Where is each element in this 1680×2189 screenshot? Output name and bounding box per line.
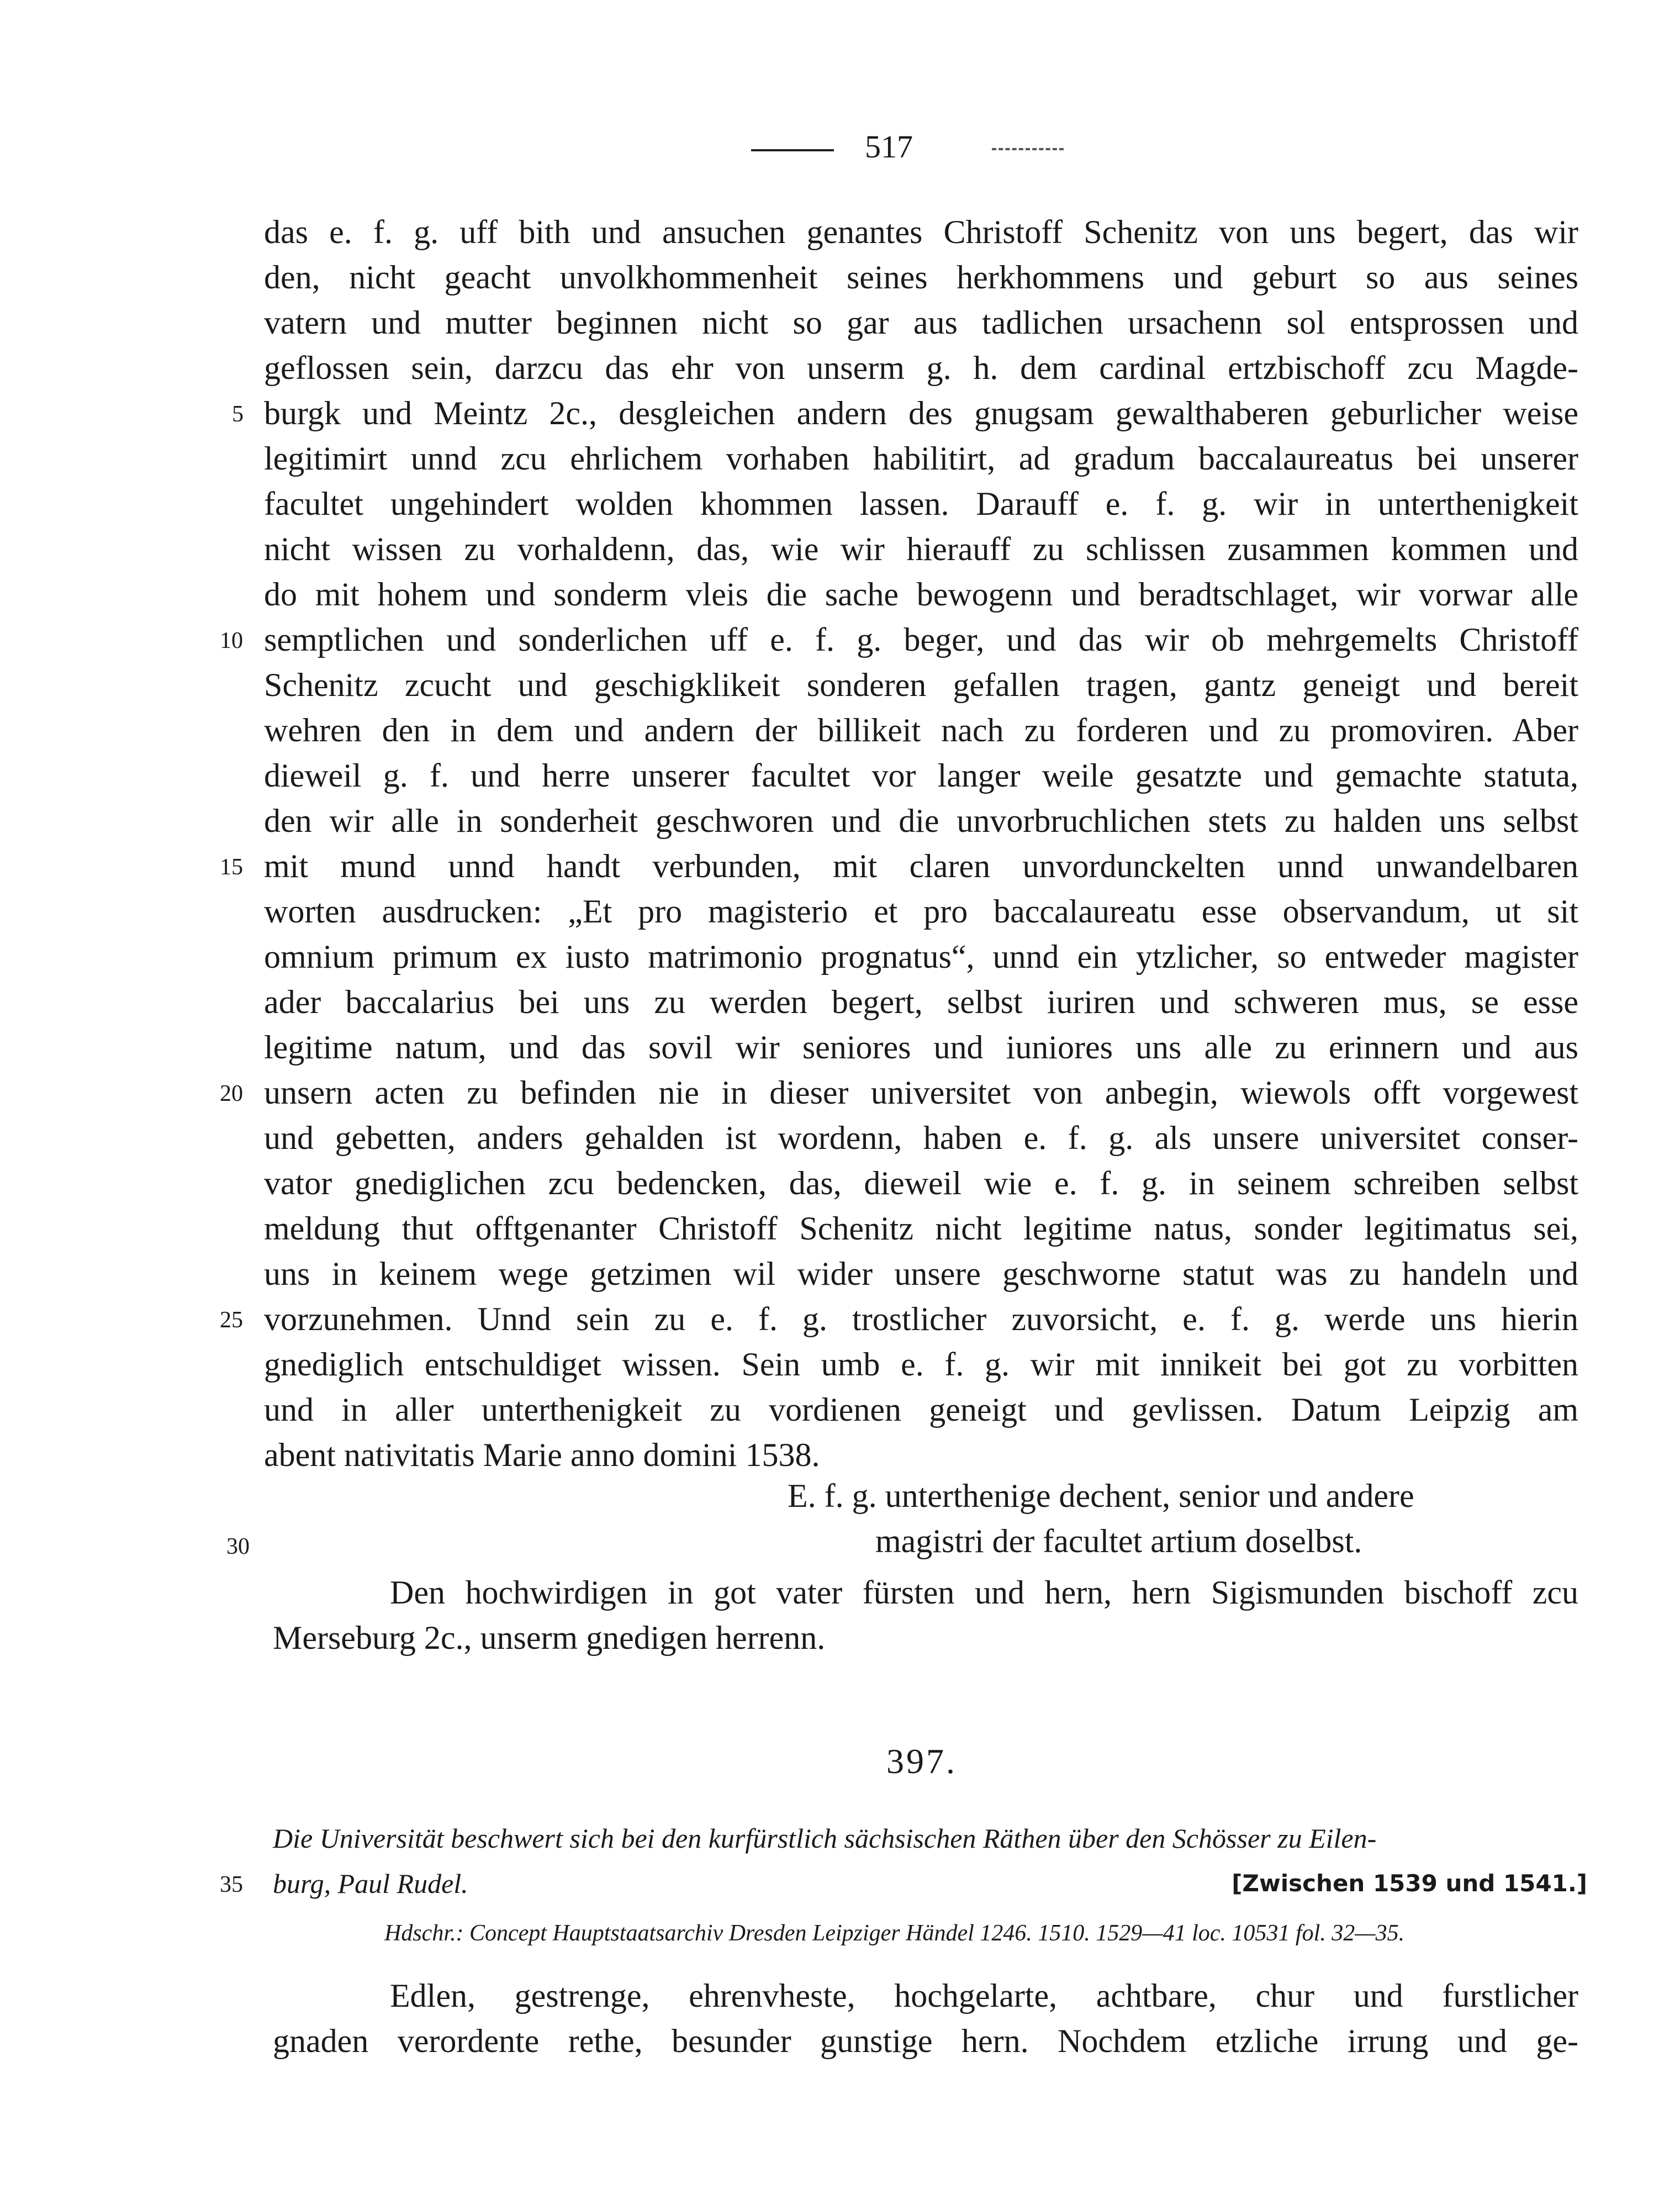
text-line: Schenitz zcucht und geschigklikeit sonderen gefallen tragen, gantz geneigt und bereit [264, 667, 1578, 703]
text-line: vatern und mutter beginnen nicht so gar aus tadlichen ursachenn sol entsprossen und [264, 304, 1578, 341]
line-number: 5 [232, 402, 244, 427]
text-line: wehren den in dem und andern der billikeit nach zu forderen und zu promoviren. Aber [264, 712, 1578, 748]
text-line: das e. f. g. uff bith und ansuchen genantes Christoff Schenitz von uns begert, das wir [264, 214, 1578, 250]
line-number: 20 [220, 1081, 243, 1106]
text-line: und in aller unterthenigkeit zu vordienen geneigt und gevlissen. Datum Leipzig am [264, 1391, 1578, 1428]
heading-text: burg, Paul Rudel. [273, 1868, 468, 1899]
source-note: Hdschr.: Concept Hauptstaatsarchiv Dresden Leipziger Händel 1246. 1510. 1529—41 loc. 10531 fol. 32—35. [384, 1921, 1405, 1946]
text-line: semptlichen und sonderlichen uff e. f. g. beger, und das wir ob mehrgemelts Christoff [264, 621, 1578, 658]
text-line: burgk und Meintz 2c., desgleichen andern des gnugsam gewalthaberen geburlicher weise [264, 395, 1578, 431]
text-line: gnaden verordente rethe, besunder gunstige hern. Nochdem etzliche irrung und ge- [273, 2023, 1578, 2059]
text-line: nicht wissen zu vorhaldenn, das, wie wir hierauff zu schlissen zusammen kommen und [264, 531, 1578, 567]
text-line: abent nativitatis Marie anno domini 1538. [264, 1437, 820, 1473]
line-number: 25 [220, 1307, 243, 1333]
text-line: do mit hohem und sonderm vleis die sache bewogenn und beradtschlaget, wir vorwar alle [264, 576, 1578, 613]
address-line-1: Den hochwirdigen in got vater fürsten und hern, hern Sigismunden bischoff zcu [390, 1574, 1578, 1611]
text-line: den, nicht geacht unvolkhommenheit seines herkhommens und geburt so aus seines [264, 259, 1578, 296]
text-line: uns in keinem wege getzimen wil wider unsere geschworne statut was zu handeln und [264, 1256, 1578, 1292]
text-line: facultet ungehindert wolden khommen lassen. Darauff e. f. g. wir in unterthenigkeit [264, 486, 1578, 522]
page-number: 517 [865, 129, 913, 165]
text-line: omnium primum ex iusto matrimonio prognatus“, unnd ein ytzlicher, so entweder magister [264, 938, 1578, 975]
line-number: 10 [220, 628, 243, 653]
heading-text: Die Universität beschwert sich bei den kurfürstlich sächsischen Räthen über den Schösser zu Eilen- [273, 1823, 1377, 1854]
header-rule-right [992, 148, 1064, 150]
line-number: 35 [220, 1872, 243, 1897]
header-rule-left [751, 149, 834, 151]
text-line: vorzunehmen. Unnd sein zu e. f. g. trostlicher zuvorsicht, e. f. g. werde uns hierin [264, 1301, 1578, 1337]
document-number: 397. [886, 1742, 957, 1781]
text-line: und gebetten, anders gehalden ist wordenn, haben e. f. g. als unsere universitet conser- [264, 1120, 1578, 1156]
signature-line-1: E. f. g. unterthenige dechent, senior und andere [788, 1478, 1414, 1514]
dating: [Zwischen 1539 und 1541.] [1232, 1870, 1587, 1897]
text-line: legitimirt unnd zcu ehrlichem vorhaben habilitirt, ad gradum baccalaureatus bei unserer [264, 440, 1578, 477]
text-line: vator gnediglichen zcu bedencken, das, dieweil wie e. f. g. in seinem schreiben selbst [264, 1165, 1578, 1201]
text-line: legitime natum, und das sovil wir seniores und iuniores uns alle zu erinnern und aus [264, 1029, 1578, 1066]
line-number: 15 [220, 854, 243, 880]
signature-line-2: magistri der facultet artium doselbst. [875, 1523, 1362, 1559]
text-line: geflossen sein, darzcu das ehr von unserm g. h. dem cardinal ertzbischoff zcu Magde- [264, 350, 1578, 386]
text-line: worten ausdrucken: „Et pro magisterio et pro baccalaureatu esse observandum, ut sit [264, 893, 1578, 930]
line-number: 30 [226, 1534, 250, 1559]
page-header [751, 128, 1082, 172]
address-line-2: Merseburg 2c., unserm gnedigen herrenn. [273, 1620, 826, 1656]
text-line: unsern acten zu befinden nie in dieser universitet von anbegin, wiewols offt vorgewest [264, 1074, 1578, 1111]
text-line: ader baccalarius bei uns zu werden begert, selbst iuriren und schweren mus, se esse [264, 984, 1578, 1020]
text-line: Edlen, gestrenge, ehrenvheste, hochgelarte, achtbare, chur und furstlicher [390, 1977, 1578, 2014]
document-heading-line-2 [273, 1864, 1587, 1903]
text-line: gnediglich entschuldiget wissen. Sein umb e. f. g. wir mit innikeit bei got zu vorbitten [264, 1346, 1578, 1383]
text-line: mit mund unnd handt verbunden, mit claren unvordunckelten unnd unwandelbaren [264, 848, 1578, 884]
text-line: dieweil g. f. und herre unserer facultet vor langer weile gesatzte und gemachte statuta, [264, 757, 1578, 794]
text-line: meldung thut offtgenanter Christoff Schenitz nicht legitime natus, sonder legitimatus sei, [264, 1210, 1578, 1247]
document-heading-line-1 [273, 1818, 1587, 1858]
text-line: den wir alle in sonderheit geschworen und die unvorbruchlichen stets zu halden uns selbst [264, 803, 1578, 839]
